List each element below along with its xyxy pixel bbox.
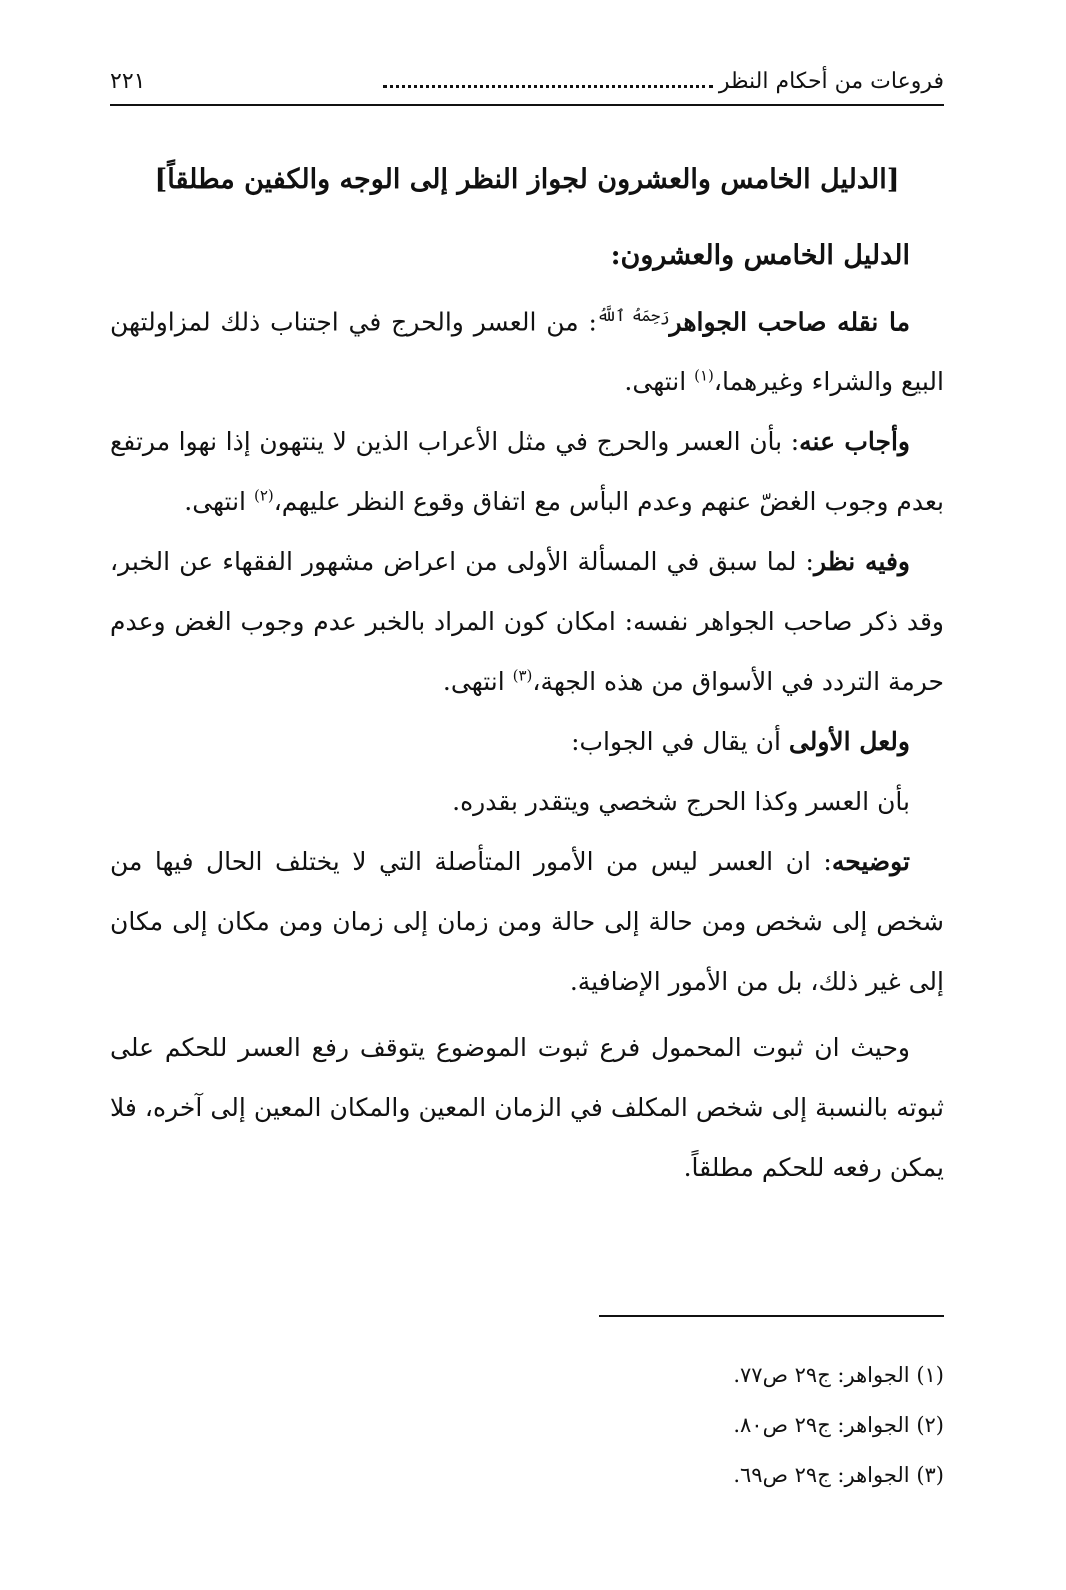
honorific-mark: رَحِمَهُ ٱللَّهُ — [596, 306, 670, 325]
footnote-2: (٢) الجواهر: ج٢٩ ص٨٠. — [733, 1413, 944, 1437]
paragraph-2 — [110, 412, 944, 532]
paragraph-4-text: أن يقال في الجواب: — [571, 727, 789, 757]
leader-dots — [383, 85, 713, 88]
section-subtitle: الدليل الخامس والعشرون: — [610, 240, 910, 271]
paragraph-3-lead: وفيه نظر — [813, 547, 910, 577]
paragraph-6-text: : ان العسر ليس من الأمور المتأصلة التي لا يختلف الحال فيها من شخص إلى شخص ومن حالة إلى حالة ومن زمان إلى زمان ومن مكان إلى مكان إلى غير ذلك، بل من الأمور الإضافية. — [110, 847, 944, 997]
paragraph-5-text: بأن العسر وكذا الحرج شخصي ويتقدر بقدره. — [452, 787, 910, 817]
footnote-ref-1: (١) — [694, 367, 714, 385]
paragraph-2-end: انتهى. — [184, 487, 254, 517]
footnote-separator — [599, 1315, 944, 1317]
paragraph-2-text: : بأن العسر والحرج في مثل الأعراب الذين لا ينتهون إذا نهوا مرتفع بعدم وجوب الغضّ عنهم وعدم البأس مع اتفاق وقوع النظر عليهم، — [110, 427, 944, 517]
running-header — [110, 60, 944, 106]
footnote-ref-3: (٣) — [512, 667, 533, 685]
book-section-title: فروعات من أحكام النظر — [718, 69, 944, 94]
paragraph-4 — [110, 712, 944, 772]
footnote-3: (٣) الجواهر: ج٢٩ ص٦٩. — [733, 1463, 944, 1487]
paragraph-6 — [110, 832, 944, 1012]
paragraph-1-lead: ما نقله صاحب الجواهر — [669, 307, 910, 337]
paragraph-1-end: انتهى. — [624, 367, 695, 397]
paragraph-3-text: : لما سبق في المسألة الأولى من اعراض مشهور الفقهاء عن الخبر، وقد ذكر صاحب الجواهر نفسه: امكان كون المراد بالخبر عدم وجوب الغض وعدم حرمة التردد في الأسواق من هذه الجهة، — [110, 547, 944, 697]
paragraph-3 — [110, 532, 944, 712]
page-number: ٢٢١ — [110, 69, 146, 94]
paragraph-2-lead: وأجاب عنه — [799, 427, 910, 457]
footnote-1: (١) الجواهر: ج٢٩ ص٧٧. — [733, 1363, 944, 1387]
running-header-title — [377, 60, 944, 104]
paragraph-3-end: انتهى. — [442, 667, 513, 697]
section-title: [الدليل الخامس والعشرون لجواز النظر إلى الوجه والكفين مطلقاً] — [154, 164, 900, 195]
footnote-ref-2: (٢) — [253, 487, 274, 505]
footnotes — [733, 1350, 944, 1500]
book-page — [110, 60, 944, 1530]
paragraph-4-lead: ولعل الأولى — [788, 727, 910, 757]
paragraph-7-text: وحيث ان ثبوت المحمول فرع ثبوت الموضوع يتوقف رفع العسر للحكم على ثبوته بالنسبة إلى شخص المكلف في الزمان المعين والمكان المعين إلى آخره، فلا يمكن رفعه للحكم مطلقاً. — [110, 1033, 944, 1183]
paragraph-7 — [110, 1018, 944, 1198]
paragraph-1 — [110, 286, 944, 412]
paragraph-6-lead: توضيحه — [831, 847, 910, 877]
paragraph-1-text: : من العسر والحرج في اجتناب ذلك لمزاولتهن البيع والشراء وغيرهما، — [110, 307, 944, 397]
paragraph-5 — [110, 772, 944, 832]
